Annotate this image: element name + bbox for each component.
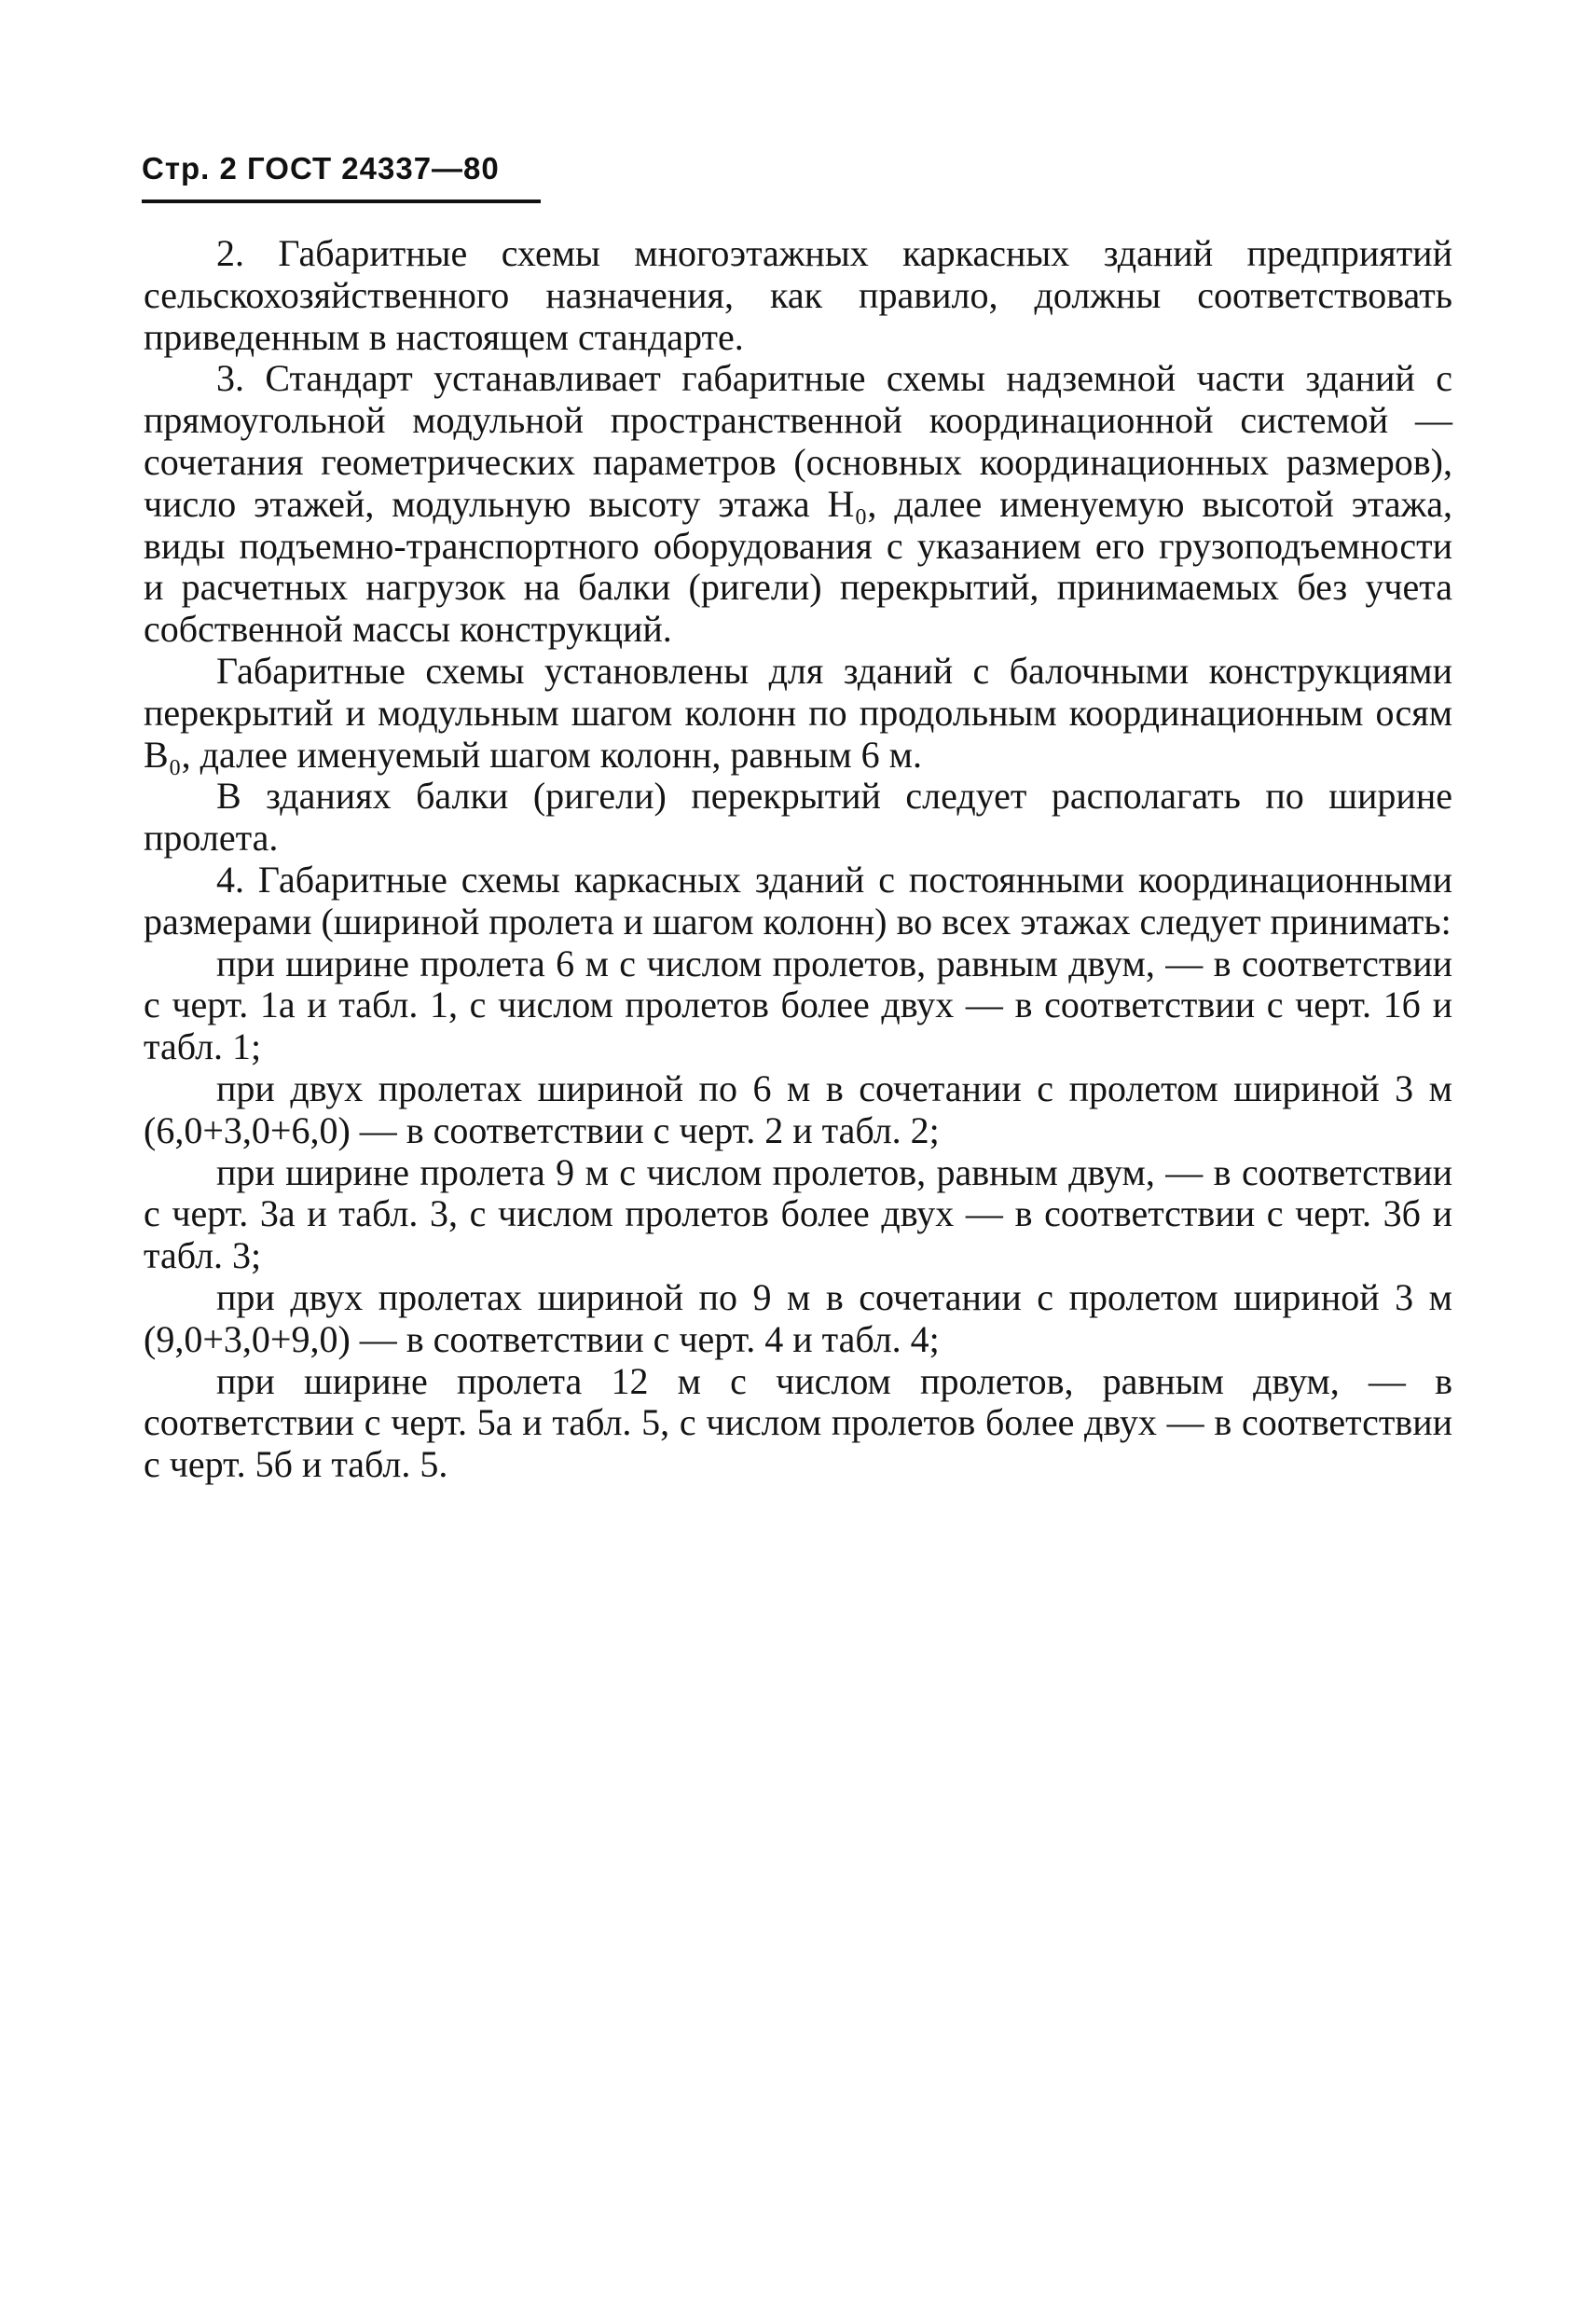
paragraph-2: 2. Габаритные схемы многоэтажных каркасных зданий предприятий сельскохозяйственного назначения, как правило, должны соответствовать приведенным в настоящем стандарте.	[144, 232, 1452, 358]
list-item-span-9-3-9: при двух пролетах шириной по 9 м в сочетании с пролетом шириной 3 м (9,0+3,0+9,0) — в соответствии с черт. 4 и табл. 4;	[144, 1275, 1452, 1360]
paragraph-3: 3. Стандарт устанавливает габаритные схемы надземной части зданий с прямоугольной модульной пространственной координационной системой — сочетания геометрических параметров (основных координационных размеров), число этажей, модульную высоту этажа H₀, далее именуемую высотой этажа, виды подъемно-транспортного оборудования с указанием его грузоподъемности и расчетных нагрузок на балки (ригели) перекрытий, принимаемых без учета собственной массы конструкций.	[144, 357, 1452, 651]
body-text	[144, 233, 1452, 1486]
page-header: Стр. 2 ГОСТ 24337—80	[142, 151, 500, 186]
list-item-span-9: при ширине пролета 9 м с числом пролетов, равным двум, — в соответствии с черт. 3а и табл. 3, с числом пролетов более двух — в соответствии с черт. 3б и табл. 3;	[144, 1150, 1452, 1277]
paragraph-4: 4. Габаритные схемы каркасных зданий с постоянными координационными размерами (шириной пролета и шагом колонн) во всех этажах следует принимать:	[144, 858, 1452, 943]
paragraph-3-schemes: Габаритные схемы установлены для зданий с балочными конструкциями перекрытий и модульным шагом колонн по продольным координационным осям B₀, далее именуемый шагом колонн, равным 6 м.	[144, 649, 1452, 776]
header-rule	[142, 200, 541, 203]
list-item-span-6: при ширине пролета 6 м с числом пролетов, равным двум, — в соответствии с черт. 1а и табл. 1, с числом пролетов более двух — в соответствии с черт. 1б и табл. 1;	[144, 942, 1452, 1068]
paragraph-3-beams: В зданиях балки (ригели) перекрытий следует располагать по ширине пролета.	[144, 775, 1452, 860]
list-item-span-12: при ширине пролета 12 м с числом пролетов, равным двум, — в соответствии с черт. 5а и табл. 5, с числом пролетов более двух — в соответствии с черт. 5б и табл. 5.	[144, 1359, 1452, 1486]
list-item-span-6-3-6: при двух пролетах шириной по 6 м в сочетании с пролетом шириной 3 м (6,0+3,0+6,0) — в соответствии с черт. 2 и табл. 2;	[144, 1067, 1452, 1151]
